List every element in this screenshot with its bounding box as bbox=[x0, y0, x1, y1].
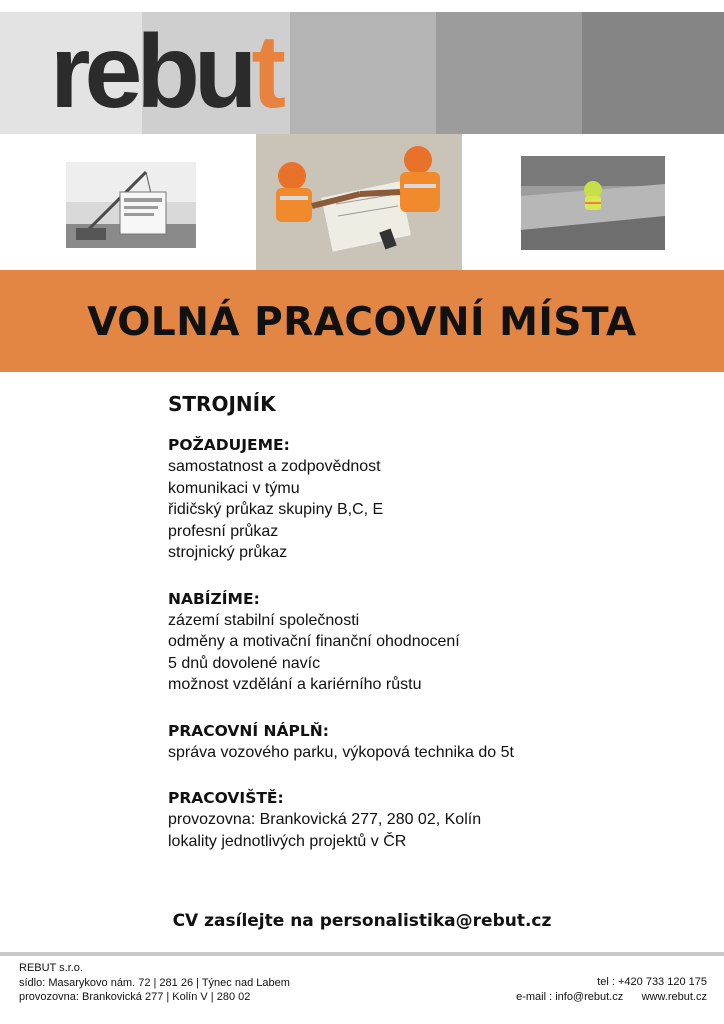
list-item: lokality jednotlivých projektů v ČR bbox=[168, 832, 407, 850]
footer-seat: sídlo: Masarykovo nám. 72 | 281 26 | Týnec nad Labem bbox=[19, 976, 290, 989]
footer-contact-block bbox=[516, 975, 707, 1004]
logo-text-dark: rebu bbox=[50, 14, 252, 130]
list-item: odměny a motivační finanční ohodnocení bbox=[168, 633, 460, 650]
banner-title: VOLNÁ PRACOVNÍ MÍSTA bbox=[87, 300, 637, 345]
footer bbox=[0, 961, 724, 1021]
footer-email-web-row bbox=[516, 990, 707, 1005]
cv-contact-line: CV zasílejte na personalistika@rebut.cz bbox=[172, 911, 552, 931]
job-title: STROJNÍK bbox=[168, 392, 276, 416]
section-heading: POŽADUJEME: bbox=[168, 436, 290, 454]
list-item: provozovna: Brankovická 277, 280 02, Kolín bbox=[168, 811, 482, 828]
list-item: správa vozového parku, výkopová technika do 5t bbox=[168, 743, 514, 761]
header-band-4 bbox=[436, 12, 582, 134]
footer-email[interactable]: e-mail : info@rebut.cz bbox=[516, 990, 624, 1003]
trench-worker-photo bbox=[521, 156, 665, 250]
workers-handshake-photo bbox=[256, 134, 462, 270]
rebut-logo bbox=[50, 14, 281, 130]
list-item: komunikaci v týmu bbox=[168, 479, 300, 497]
list-item: 5 dnů dovolené navíc bbox=[168, 654, 321, 672]
header-band-5 bbox=[582, 12, 724, 134]
title-banner bbox=[0, 270, 724, 372]
footer-address-block bbox=[19, 961, 290, 1005]
crane-sign-photo bbox=[66, 162, 196, 248]
list-item: profesní průkaz bbox=[168, 522, 279, 540]
section-job-description bbox=[168, 720, 668, 764]
list-item: řidičský průkaz skupiny B,C, E bbox=[168, 501, 384, 518]
footer-branch: provozovna: Brankovická 277 | Kolín V | 280 02 bbox=[19, 991, 251, 1003]
footer-company: REBUT s.r.o. bbox=[19, 962, 83, 974]
section-requirements bbox=[168, 434, 668, 564]
list-item: možnost vzdělání a kariérního růstu bbox=[168, 676, 422, 693]
job-content bbox=[168, 392, 668, 876]
list-item: strojnický průkaz bbox=[168, 544, 288, 561]
footer-divider bbox=[0, 952, 724, 956]
section-offer bbox=[168, 588, 668, 696]
section-heading: NABÍZÍME: bbox=[168, 589, 260, 608]
logo-text-accent: t bbox=[251, 14, 281, 130]
list-item: zázemí stabilní společnosti bbox=[168, 611, 360, 629]
header-band-3 bbox=[290, 12, 436, 134]
section-heading: PRACOVIŠTĚ: bbox=[168, 789, 284, 807]
section-workplace bbox=[168, 787, 668, 852]
list-item: samostatnost a zodpovědnost bbox=[168, 458, 381, 475]
footer-web[interactable]: www.rebut.cz bbox=[641, 990, 707, 1003]
section-heading: PRACOVNÍ NÁPLŇ: bbox=[168, 721, 329, 740]
footer-phone: tel : +420 733 120 175 bbox=[597, 976, 707, 988]
